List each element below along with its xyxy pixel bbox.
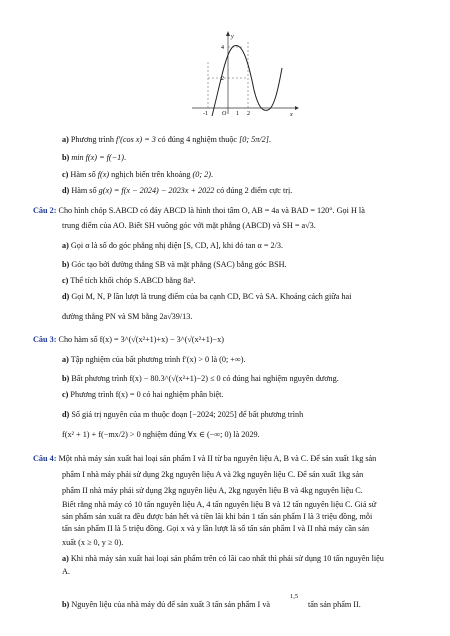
q4-line-1: phẩm I nhà máy phải sử dụng 2kg nguyên liệu A và 2kg nguyên liệu C. Để sản xuất 1kg sản bbox=[62, 470, 364, 479]
q2-line2: trung điểm của AO. Biết SH vuông góc với mặt phẳng (ABCD) và SH = a√3. bbox=[62, 221, 316, 230]
q2-item-b: b) Góc tạo bởi đường thẳng SB và mặt phẳng (SAC) bằng góc BSH. bbox=[62, 260, 287, 269]
q4-line-6: xuất (x ≥ 0, y ≥ 0). bbox=[62, 538, 124, 547]
q4-item-a2: A. bbox=[62, 567, 70, 576]
q4-line-4: sản phẩm sản xuất ra đều được bán hết và tiền lãi khi bán 1 tấn sản phẩm I là 3 triệu đồng, mỗi bbox=[62, 512, 373, 521]
q3-item-d2: f(x² + 1) + f(−mx/2) > 0 nghiệm đúng ∀x ∈ (−∞; 0) là 2029. bbox=[62, 430, 260, 439]
q3-intro: Câu 3: Cho hàm số f(x) = 3^(√(x²+1)+x) − 3^(√(x²+1)−x) bbox=[33, 335, 224, 344]
q4-line-0: Câu 4: Một nhà máy sản xuất hai loại sản phẩm I và II từ ba nguyên liệu A, B và C. Để sản xuất 1kg sản bbox=[33, 454, 377, 463]
q4-line-2: phẩm II nhà máy phải sử dụng 2kg nguyên liệu A, 2kg nguyên liệu B và 4kg nguyên liệu C. bbox=[62, 486, 363, 495]
q2-item-c: c) Thể tích khối chóp S.ABCD bằng 8a³. bbox=[62, 276, 196, 285]
tick-x-1: 1 bbox=[236, 111, 239, 116]
tick-x-2: 2 bbox=[247, 111, 250, 116]
q2-item-d1: d) Gọi M, N, P lần lượt là trung điểm của ba cạnh CD, BC và SA. Khoảng cách giữa hai bbox=[62, 292, 352, 301]
q4-item-b: b) Nguyên liệu của nhà máy đủ để sản xuất 3 tấn sản phẩm I và bbox=[62, 600, 271, 609]
q3-item-a: a) Tập nghiệm của bất phương trình f′(x) > 0 là (0; +∞). bbox=[62, 355, 246, 364]
origin-label: O bbox=[222, 111, 227, 116]
item-top-a: a) Phương trình f′(cos x) = 3 có đúng 4 nghiệm thuộc [0; 5π/2]. bbox=[62, 135, 271, 144]
q2-item-d2: đường thẳng PN và SM bằng 2a√39/13. bbox=[62, 312, 193, 321]
item-top-d: d) Hàm số g(x) = f(x − 2024) − 2023x + 2022 có đúng 2 điểm cực trị. bbox=[62, 186, 293, 195]
function-graph bbox=[190, 30, 300, 116]
y-axis-arrow bbox=[226, 31, 230, 36]
q3-item-d1: d) Số giá trị nguyên của m thuộc đoạn [−2024; 2025] để bất phương trình bbox=[62, 410, 304, 419]
q2-line1: Câu 2: Cho hình chóp S.ABCD có đáy ABCD là hình thoi tâm O, AB = 4a và BAD = 120°. Gọi H là bbox=[33, 206, 365, 215]
tick-x-neg1: -1 bbox=[203, 111, 208, 116]
q3-item-b: b) Bất phương trình f(x) − 80.3^(√(x²+1)−2) ≤ 0 có đúng hai nghiệm nguyên dương. bbox=[62, 374, 339, 383]
q4-item-b-end: tấn sản phẩm II. bbox=[308, 600, 361, 609]
q2-item-a: a) Gọi α là số đo góc phẳng nhị diện [S, CD, A], khi đó tan α = 2/3. bbox=[62, 241, 284, 250]
tick-y-4: 4 bbox=[221, 45, 224, 51]
item-top-c: c) Hàm số f(x) nghịch biến trên khoảng (0; 2). bbox=[62, 170, 214, 179]
q3-item-c: c) Phương trình f(x) = 0 có hai nghiệm phân biệt. bbox=[62, 390, 224, 399]
q4-line-3: Biết rằng nhà máy có 10 tấn nguyên liệu A, 4 tấn nguyên liệu B và 12 tấn nguyên liệu C. Giả sử bbox=[62, 500, 377, 509]
x-axis-arrow bbox=[295, 106, 299, 110]
axis-x-label: x bbox=[290, 112, 293, 116]
axis-y-label: y bbox=[231, 34, 234, 40]
q4-item-b-number: 1,5 bbox=[290, 593, 299, 600]
q4-line-5: tấn sản phẩm II là 5 triệu đồng. Gọi x và y lần lượt là số tấn sản phẩm I và II nhà máy cần sản bbox=[62, 524, 370, 533]
tick-y-2: 2 bbox=[221, 76, 224, 82]
item-top-b: b) min f(x) = f(−1). bbox=[62, 153, 127, 162]
q4-item-a1: a) Khi nhà máy sản xuất hai loại sản phẩm trên có lãi cao nhất thì phải sử dụng 10 tấn nguyên liệu bbox=[62, 554, 384, 563]
